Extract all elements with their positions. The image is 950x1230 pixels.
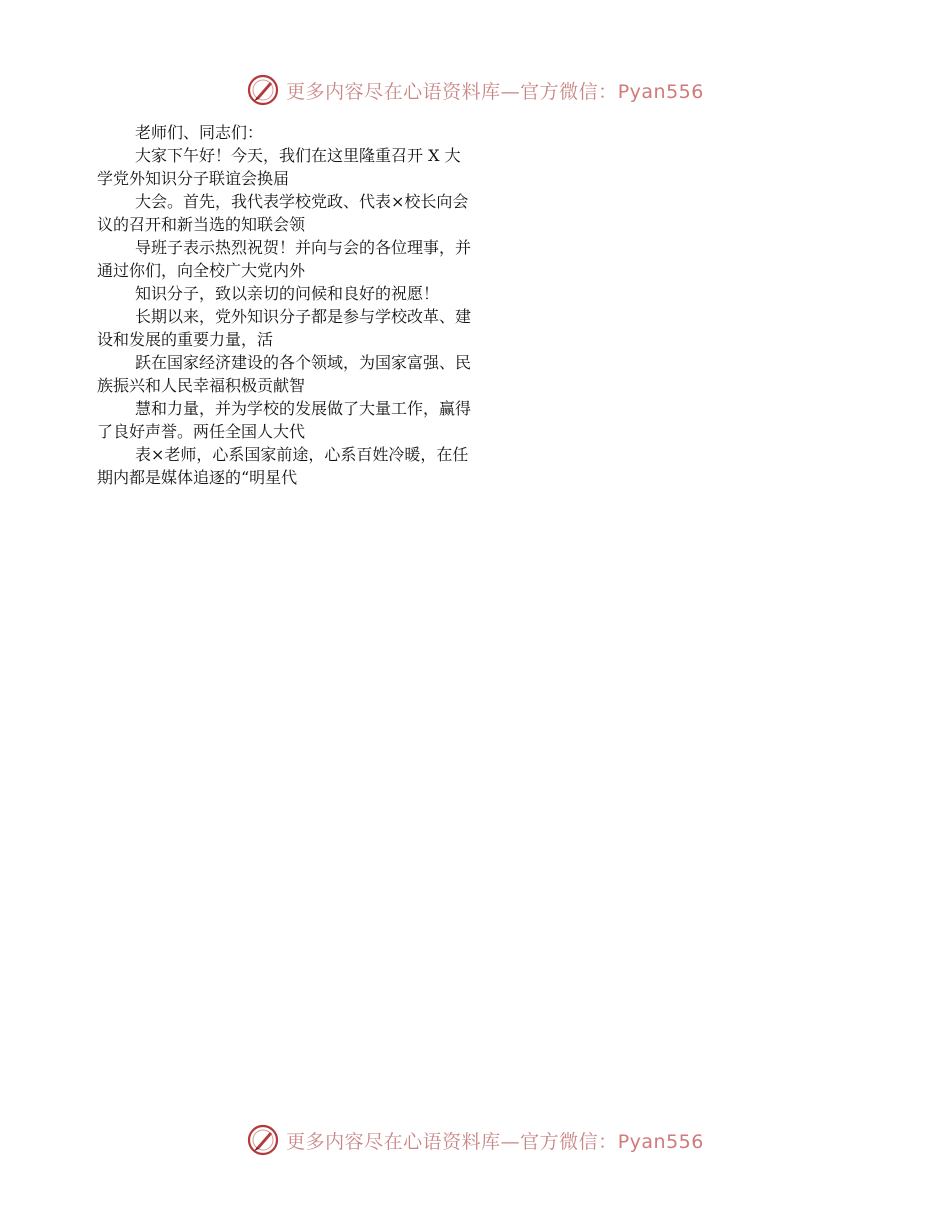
header-dash: — (500, 80, 521, 103)
footer-site-text: 更多内容尽在心语资料库 (286, 1130, 501, 1153)
body-line: 长期以来，党外知识分子都是参与学校改革、建 (135, 307, 472, 326)
body-line: 大家下午好！今天，我们在这里隆重召开 X 大 (135, 146, 461, 165)
footer-wechat-id: Pyan556 (617, 1130, 704, 1153)
footer-wechat-label: 官方微信： (520, 1130, 618, 1153)
body-line: 了良好声誉。两任全国人大代 (97, 422, 306, 441)
feather-pen-logo-icon (246, 73, 280, 107)
header-wechat-label: 官方微信： (520, 80, 618, 103)
body-line: 导班子表示热烈祝贺！并向与会的各位理事，并 (135, 238, 472, 257)
page-header (0, 70, 950, 110)
header-site-text: 更多内容尽在心语资料库 (286, 80, 501, 103)
body-line: 族振兴和人民幸福积极贡献智 (97, 376, 306, 395)
footer-banner (246, 1123, 704, 1157)
feather-pen-logo-icon (246, 1123, 280, 1157)
body-line: 期内都是媒体追逐的“明星代 (97, 468, 298, 487)
header-text (286, 77, 704, 104)
body-line: 慧和力量，并为学校的发展做了大量工作，赢得 (135, 399, 472, 418)
footer-text (286, 1127, 704, 1154)
footer-dash: — (500, 1130, 521, 1153)
body-line: 设和发展的重要力量，活 (97, 330, 274, 349)
header-wechat-id: Pyan556 (617, 80, 704, 103)
header-banner (246, 73, 704, 107)
page-footer (0, 1120, 950, 1160)
body-line: 知识分子，致以亲切的问候和良好的祝愿！ (135, 284, 440, 303)
body-line: 大会。首先，我代表学校党政、代表×校长向会 (135, 192, 469, 211)
body-line: 老师们、同志们： (135, 123, 264, 142)
document-body (97, 120, 857, 488)
body-line: 跃在国家经济建设的各个领域，为国家富强、民 (135, 353, 472, 372)
body-line: 表×老师，心系国家前途，心系百姓冷暖，在任 (135, 445, 469, 464)
body-line: 学党外知识分子联谊会换届 (97, 169, 290, 188)
body-line: 通过你们，向全校广大党内外 (97, 261, 306, 280)
body-line: 议的召开和新当选的知联会领 (97, 215, 306, 234)
